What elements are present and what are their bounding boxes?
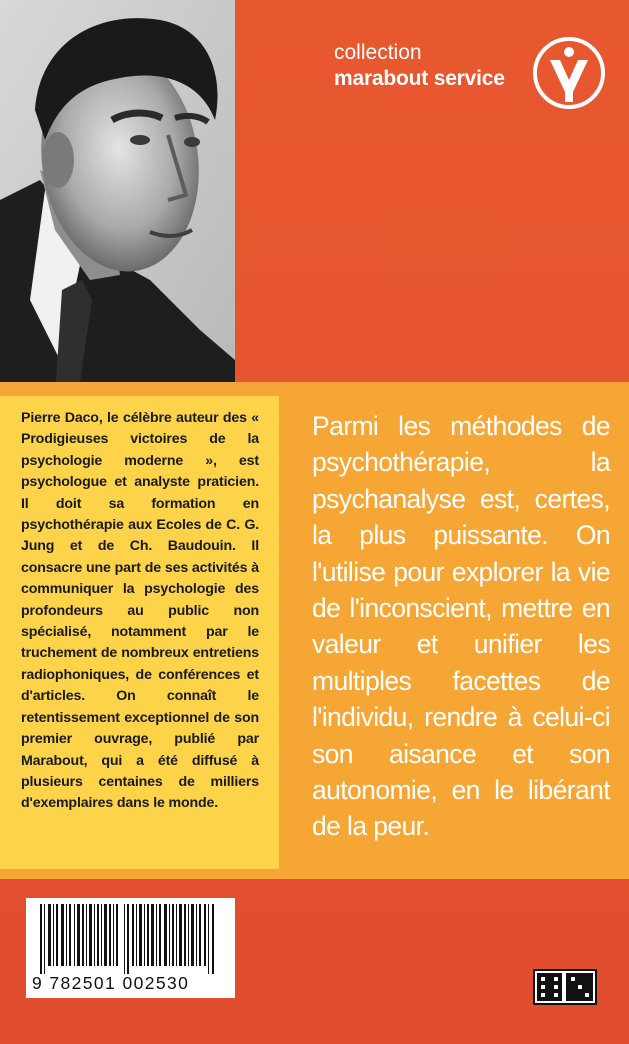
domino-dice-icon xyxy=(533,969,597,1005)
marabout-logo-icon xyxy=(532,36,606,110)
series-name: marabout service xyxy=(334,67,505,90)
author-biography: Pierre Daco, le célèbre auteur des « Prodigieuses victoires de la psychologie moderne », est psychologue et analyste praticien. Il doit sa formation en psychothérapie aux Ecoles de C. G. Jung et de Ch. Baudouin. Il consacre une part de ses activités à communiquer la psychologie des profondeurs au public non spécialisé, notamment par le truchement de nombreux entretiens radiophoniques, de conférences et d'articles. On connaît le retentissement exceptionnel de son premier ouvrage, publié par Marabout, qui a été diffusé à plusieurs centaines de milliers d'exemplaires dans le monde. xyxy=(21,410,259,812)
barcode-number: 9 782501 002530 xyxy=(32,973,190,993)
book-blurb: Parmi les méthodes de psychothérapie, la psychanalyse est, certes, la plus puissante. On l'utilise pour explorer la vie de l'inconscient, mettre en valeur et unifier les multiples facettes de l'individu, rendre à celui-ci son aisance et son autonomie, en le libérant de la peur. xyxy=(312,411,610,842)
collection-label: collection xyxy=(334,41,422,64)
collection-branding xyxy=(334,40,505,92)
author-portrait-photo xyxy=(0,0,235,382)
